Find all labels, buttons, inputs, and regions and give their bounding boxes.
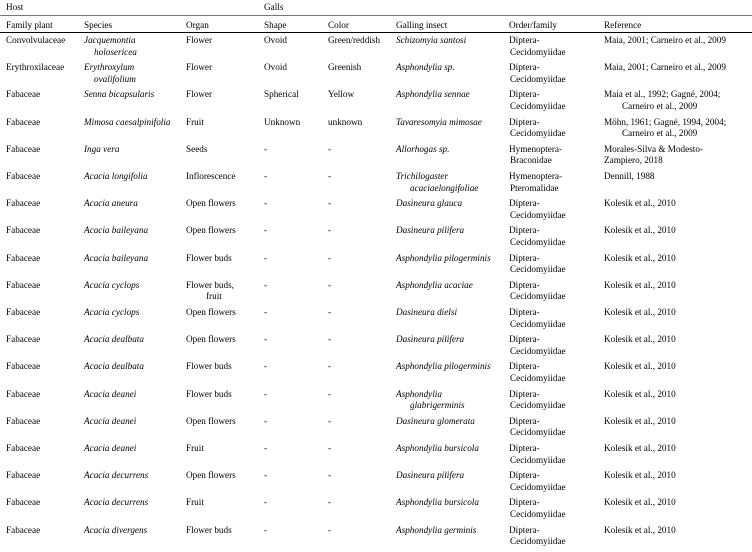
shape-cell: -: [264, 415, 268, 426]
species-cell: Mimosa caesalpinifolia: [84, 116, 171, 127]
color-cell: -: [328, 361, 332, 372]
organ-cell: Fruit: [186, 116, 204, 127]
insect-cell: Asphondylia sennae: [396, 89, 470, 100]
insect-cell: Trichilogaster: [396, 171, 449, 181]
organ-cell: Flower: [186, 89, 213, 100]
species-cell: Acacia longifolia: [84, 171, 148, 181]
species-cell: Acacia baileyana: [84, 252, 149, 263]
organ-cell: Flower: [186, 35, 213, 45]
color-cell: -: [328, 279, 332, 290]
family-cell: Fabaceae: [6, 415, 41, 426]
order-cell: Cecidomyiidae: [510, 345, 566, 356]
color-cell: -: [328, 225, 332, 236]
organ-cell: Flower buds: [186, 361, 232, 372]
insect-cell: Asphondylia: [396, 388, 442, 399]
organ-cell: Open flowers: [186, 470, 236, 481]
organ-cell: Open flowers: [186, 307, 236, 317]
reference-cell: Kolesik et al., 2010: [604, 497, 676, 508]
color-cell: -: [328, 497, 332, 508]
order-cell: Diptera-: [509, 252, 540, 263]
family-cell: Fabaceae: [6, 307, 41, 317]
col-organ: Organ: [186, 20, 209, 30]
reference-cell: Carneiro et al., 2009: [622, 128, 698, 139]
reference-cell: Kolesik et al., 2010: [604, 225, 676, 236]
family-cell: Fabaceae: [6, 143, 41, 154]
color-cell: -: [328, 307, 332, 317]
organ-cell: Fruit: [186, 443, 204, 453]
order-cell: Cecidomyiidae: [510, 318, 566, 329]
shape-cell: Ovoid: [264, 62, 287, 73]
reference-cell: Kolesik et al., 2010: [604, 388, 676, 399]
insect-cell: Schizomyia santosi: [396, 35, 467, 45]
family-cell: Fabaceae: [6, 388, 41, 399]
reference-cell: Kolesik et al., 2010: [604, 415, 676, 426]
order-cell: Cecidomyiidae: [510, 400, 566, 411]
reference-cell: Kolesik et al., 2010: [604, 198, 676, 209]
order-cell: Diptera-: [509, 524, 540, 535]
order-cell: Cecidomyiidae: [510, 100, 566, 111]
order-cell: Cecidomyiidae: [510, 508, 566, 519]
order-cell: Pteromalidae: [510, 182, 559, 193]
organ-cell: Flower buds: [186, 388, 232, 399]
col-reference: Reference: [604, 20, 642, 30]
color-cell: Green/reddish: [328, 35, 381, 45]
order-cell: Cecidomyiidae: [510, 372, 566, 383]
header-galls: Galls: [264, 2, 284, 12]
reference-cell: Morales-Silva & Modesto-: [604, 143, 704, 154]
insect-cell: Dasineura dielsi: [396, 307, 457, 317]
order-cell: Diptera-: [509, 279, 540, 290]
order-cell: Cecidomyiidae: [510, 209, 566, 220]
shape-cell: Unknown: [264, 116, 301, 127]
col-shape: Shape: [264, 20, 287, 30]
color-cell: -: [328, 252, 332, 263]
species-cell: Acacia dealbata: [84, 334, 144, 345]
species-cell: Acacia dealbata: [84, 361, 144, 372]
organ-cell: fruit: [206, 291, 222, 302]
col-color: Color: [328, 20, 349, 30]
color-cell: Yellow: [328, 89, 355, 100]
species-cell: Acacia deanei: [84, 443, 137, 453]
reference-cell: Kolesik et al., 2010: [604, 361, 676, 372]
shape-cell: -: [264, 143, 268, 154]
species-cell: Acacia decurrens: [84, 470, 149, 481]
family-cell: Fabaceae: [6, 279, 41, 290]
species-cell: Acacia aneura: [84, 198, 138, 209]
family-cell: Fabaceae: [6, 443, 41, 453]
reference-cell: Maia et al., 1992; Gagné, 2004;: [604, 89, 721, 100]
species-cell: Erythroxylum: [84, 62, 135, 73]
shape-cell: -: [264, 225, 268, 236]
shape-cell: -: [264, 361, 268, 372]
order-cell: Cecidomyiidae: [510, 264, 566, 275]
family-cell: Fabaceae: [6, 334, 41, 345]
order-cell: Diptera-: [509, 497, 540, 508]
shape-cell: -: [264, 470, 268, 481]
insect-cell: Dasineura pilifera: [396, 470, 465, 481]
organ-cell: Fruit: [186, 497, 204, 508]
order-cell: Cecidomyiidae: [510, 46, 566, 57]
insect-cell: Dasineura glauca: [396, 198, 463, 209]
shape-cell: -: [264, 171, 268, 181]
order-cell: Diptera-: [509, 307, 540, 317]
reference-cell: Maia, 2001; Carneiro et al., 2009: [604, 62, 726, 73]
organ-cell: Seeds: [186, 143, 208, 154]
order-cell: Diptera-: [509, 470, 540, 481]
shape-cell: Ovoid: [264, 35, 287, 45]
color-cell: -: [328, 524, 332, 535]
order-cell: Diptera-: [509, 198, 540, 209]
order-cell: Cecidomyiidae: [510, 128, 566, 139]
color-cell: Greenish: [328, 62, 362, 73]
reference-cell: Zampiero, 2018: [604, 155, 663, 166]
species-cell: Acacia deanei: [84, 388, 137, 399]
reference-cell: Dennill, 1988: [604, 171, 655, 181]
col-galling-insect: Galling insect: [396, 20, 448, 30]
color-cell: -: [328, 143, 332, 154]
order-cell: Cecidomyiidae: [510, 236, 566, 247]
shape-cell: -: [264, 524, 268, 535]
species-cell: ovalifolium: [94, 73, 136, 84]
order-cell: Braconidae: [510, 155, 552, 166]
species-cell: holosericea: [94, 46, 137, 57]
family-cell: Fabaceae: [6, 470, 41, 481]
order-cell: Diptera-: [509, 116, 540, 127]
shape-cell: -: [264, 497, 268, 508]
order-cell: Hymenoptera-: [509, 143, 563, 154]
color-cell: -: [328, 171, 332, 181]
color-cell: -: [328, 198, 332, 209]
family-cell: Fabaceae: [6, 252, 41, 263]
order-cell: Diptera-: [509, 361, 540, 372]
insect-cell: Asphondylia bursicola: [396, 497, 479, 508]
insect-cell: Dasineura glomerata: [396, 415, 475, 426]
reference-cell: Kolesik et al., 2010: [604, 279, 676, 290]
color-cell: unknown: [328, 116, 363, 127]
insect-cell: Asphondylia sp.: [396, 62, 455, 73]
reference-cell: Kolesik et al., 2010: [604, 470, 676, 481]
order-cell: Cecidomyiidae: [510, 73, 566, 84]
species-cell: Acacia cyclops: [84, 279, 140, 290]
insect-cell: Asphondylia acaciae: [396, 279, 473, 290]
reference-cell: Carneiro et al., 2009: [622, 100, 698, 111]
species-cell: Acacia deanei: [84, 415, 137, 426]
shape-cell: -: [264, 307, 268, 317]
species-cell: Acacia cyclops: [84, 307, 140, 317]
order-cell: Cecidomyiidae: [510, 536, 566, 547]
reference-cell: Kolesik et al., 2010: [604, 307, 676, 317]
order-cell: Cecidomyiidae: [510, 291, 566, 302]
shape-cell: Spherical: [264, 89, 299, 100]
family-cell: Erythroxilaceae: [6, 62, 65, 73]
family-cell: Fabaceae: [6, 225, 41, 236]
insect-cell: Dasineura pilifera: [396, 225, 465, 236]
insect-cell: glabrigerminis: [410, 400, 465, 411]
col-family-plant: Family plant: [6, 20, 53, 30]
insect-cell: Asphondylia germinis: [396, 524, 477, 535]
insect-cell: acaciaelongifoliae: [410, 182, 479, 193]
reference-cell: Kolesik et al., 2010: [604, 443, 676, 453]
reference-cell: Maia, 2001; Carneiro et al., 2009: [604, 35, 726, 45]
insect-cell: Asphondylia pilogerminis: [396, 361, 491, 372]
family-cell: Fabaceae: [6, 89, 41, 100]
family-cell: Fabaceae: [6, 116, 41, 127]
insect-cell: Allorhogas sp.: [396, 143, 450, 154]
order-cell: Diptera-: [509, 89, 540, 100]
species-cell: Senna bicapsularis: [84, 89, 155, 100]
organ-cell: Open flowers: [186, 225, 236, 236]
shape-cell: -: [264, 198, 268, 209]
family-cell: Fabaceae: [6, 198, 41, 209]
color-cell: -: [328, 470, 332, 481]
order-cell: Diptera-: [509, 443, 540, 453]
order-cell: Diptera-: [509, 334, 540, 345]
species-cell: Acacia baileyana: [84, 225, 149, 236]
organ-cell: Open flowers: [186, 334, 236, 345]
organ-cell: Open flowers: [186, 198, 236, 209]
header-bottom-rule: [0, 32, 752, 33]
reference-cell: Möhn, 1961; Gagné, 1994, 2004;: [604, 116, 727, 127]
color-cell: -: [328, 443, 332, 453]
organ-cell: Flower buds: [186, 524, 232, 535]
organ-cell: Open flowers: [186, 415, 236, 426]
shape-cell: -: [264, 443, 268, 453]
organ-cell: Flower: [186, 62, 213, 73]
shape-cell: -: [264, 252, 268, 263]
order-cell: Diptera-: [509, 62, 540, 73]
order-cell: Hymenoptera-: [509, 171, 563, 181]
family-cell: Fabaceae: [6, 171, 41, 181]
species-cell: Acacia divergens: [84, 524, 148, 535]
order-cell: Diptera-: [509, 415, 540, 426]
family-cell: Fabaceae: [6, 524, 41, 535]
insect-cell: Dasineura pilifera: [396, 334, 465, 345]
order-cell: Cecidomyiidae: [510, 454, 566, 465]
organ-cell: Flower buds: [186, 252, 232, 263]
order-cell: Diptera-: [509, 388, 540, 399]
order-cell: Diptera-: [509, 225, 540, 236]
family-cell: Fabaceae: [6, 361, 41, 372]
header-divider: [0, 15, 752, 16]
color-cell: -: [328, 415, 332, 426]
reference-cell: Kolesik et al., 2010: [604, 524, 676, 535]
reference-cell: Kolesik et al., 2010: [604, 334, 676, 345]
color-cell: -: [328, 334, 332, 345]
species-cell: Acacia decurrens: [84, 497, 149, 508]
reference-cell: Kolesik et al., 2010: [604, 252, 676, 263]
insect-cell: Asphondylia bursicola: [396, 443, 479, 453]
organ-cell: Inflorescence: [186, 171, 236, 181]
organ-cell: Flower buds,: [186, 279, 234, 290]
order-cell: Cecidomyiidae: [510, 427, 566, 438]
family-cell: Convolvulaceae: [6, 35, 66, 45]
shape-cell: -: [264, 279, 268, 290]
family-cell: Fabaceae: [6, 497, 41, 508]
species-cell: Inga vera: [84, 143, 120, 154]
color-cell: -: [328, 388, 332, 399]
header-host: Host: [6, 2, 24, 12]
order-cell: Cecidomyiidae: [510, 481, 566, 492]
col-species: Species: [84, 20, 113, 30]
insect-cell: Tavaresomyia mimosae: [396, 116, 482, 127]
shape-cell: -: [264, 388, 268, 399]
col-order-family: Order/family: [509, 20, 557, 30]
insect-cell: Asphondylia pilogerminis: [396, 252, 491, 263]
species-cell: Jacquemontia: [84, 35, 136, 45]
order-cell: Diptera-: [509, 35, 540, 45]
shape-cell: -: [264, 334, 268, 345]
